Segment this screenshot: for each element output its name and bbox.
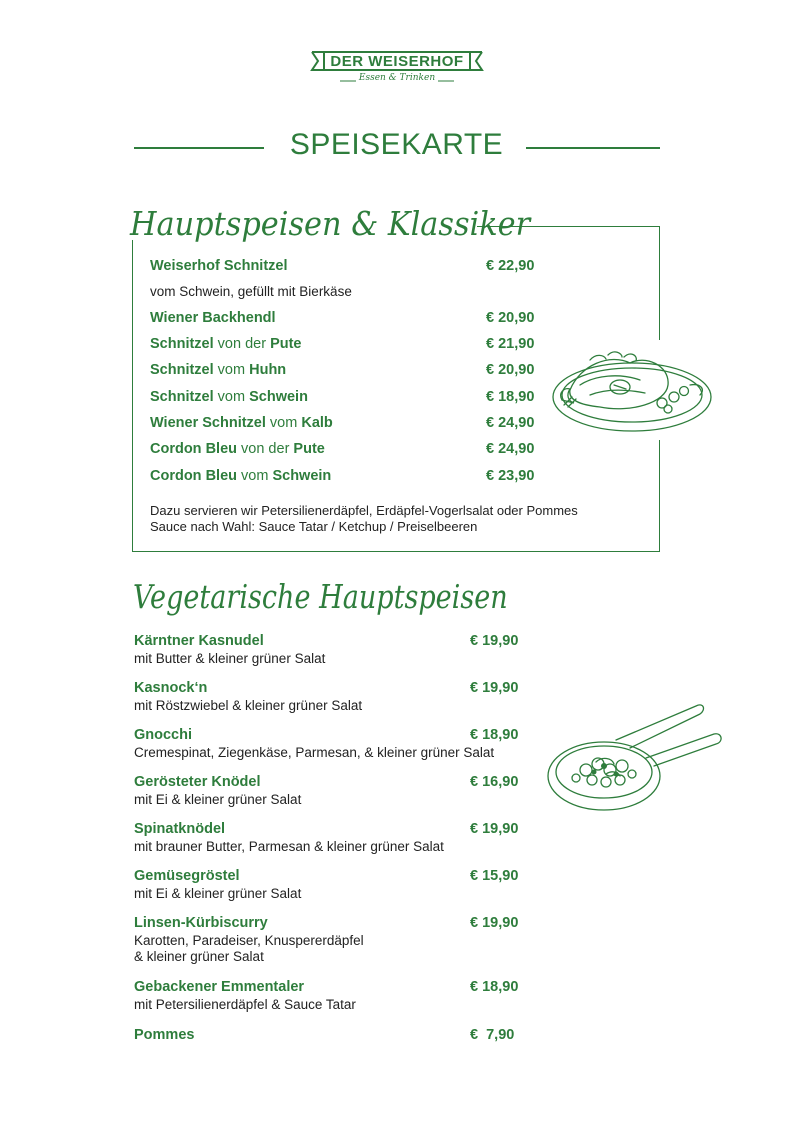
main-dish-price: € 24,90 <box>486 415 535 431</box>
veg-dish-name: Kasnock‘n <box>134 680 208 696</box>
main-dish-name-part: Wiener Schnitzel <box>150 415 266 431</box>
main-dish-price: € 21,90 <box>486 336 535 352</box>
main-dish-name-part: Cordon Bleu <box>150 441 237 457</box>
main-dish-name-part: Schnitzel <box>150 362 214 378</box>
veg-dish-name: Gemüsegröstel <box>134 868 240 884</box>
main-dish-name <box>150 362 286 378</box>
main-dish-name-part: vom <box>213 389 250 405</box>
main-dish-name-part: Huhn <box>249 362 287 378</box>
veg-dish-price: € 19,90 <box>470 680 519 696</box>
main-dish-name-part: Schnitzel <box>150 336 214 352</box>
main-dish-name-part: Wiener Backhendl <box>150 310 276 326</box>
veg-dish-description: mit Ei & kleiner grüner Salat <box>134 792 302 807</box>
pan-illustration <box>546 700 726 815</box>
veg-dish-name: Linsen-Kürbiscurry <box>134 915 268 931</box>
main-dish-name-part: Pute <box>270 336 302 352</box>
main-dish-price: € 23,90 <box>486 468 535 484</box>
main-dish-name-part: vom <box>265 415 302 431</box>
title-rule-left <box>134 147 264 149</box>
side-dishes-note: Dazu servieren wir Petersilienerdäpfel, Erdäpfel-Vogerlsalat oder Pommes <box>150 503 578 518</box>
veg-dish-price: € 7,90 <box>470 1027 515 1043</box>
veg-dish-name: Gerösteter Knödel <box>134 774 261 790</box>
veg-dish-price: € 19,90 <box>470 915 519 931</box>
veg-dish-description: mit Petersilienerdäpfel & Sauce Tatar <box>134 997 356 1012</box>
veg-dish-price: € 18,90 <box>470 727 519 743</box>
veg-dish-name: Gebackener Emmentaler <box>134 979 305 995</box>
main-dish-name-part: von der <box>213 336 271 352</box>
veg-dish-name: Pommes <box>134 1027 195 1043</box>
logo-name: DER WEISERHOF <box>330 53 464 70</box>
section-heading-main: Hauptspeisen & Klassiker <box>130 204 531 243</box>
main-dish-price: € 22,90 <box>486 258 535 274</box>
veg-dish-name: Kärntner Kasnudel <box>134 633 264 649</box>
page-title: SPEISEKARTE <box>289 128 504 161</box>
veg-dish-description: Cremespinat, Ziegenkäse, Parmesan, & kleiner grüner Salat <box>134 745 495 760</box>
veg-dish-description: mit Ei & kleiner grüner Salat <box>134 886 302 901</box>
main-dish-name-part: Kalb <box>301 415 333 431</box>
main-dish-name-part: Weiserhof Schnitzel <box>150 258 288 274</box>
main-dish-name <box>150 336 302 352</box>
schnitzel-plate-illustration <box>550 345 715 435</box>
main-dish-price: € 20,90 <box>486 310 535 326</box>
main-dish-name <box>150 258 288 274</box>
veg-dish-price: € 18,90 <box>470 979 519 995</box>
title-rule-right <box>526 147 660 149</box>
veg-dish-description: mit Butter & kleiner grüner Salat <box>134 651 326 666</box>
veg-dish-price: € 19,90 <box>470 821 519 837</box>
main-dish-name-part: Pute <box>293 441 325 457</box>
main-dish-name <box>150 468 331 484</box>
main-dish-name-part: Schwein <box>249 389 308 405</box>
main-dish-name <box>150 310 276 326</box>
main-dish-name <box>150 441 325 457</box>
main-dish-name-part: Schwein <box>272 468 332 484</box>
main-dish-name <box>150 415 333 431</box>
veg-dish-description: mit Röstzwiebel & kleiner grüner Salat <box>134 698 363 713</box>
veg-dish-price: € 19,90 <box>470 633 519 649</box>
veg-dish-name: Gnocchi <box>134 727 193 743</box>
main-dish-price: € 18,90 <box>486 389 535 405</box>
section-heading-veg: Vegetarische Hauptspeisen <box>133 577 508 616</box>
main-dish-name-part: von der <box>237 441 294 457</box>
main-dish-description: vom Schwein, gefüllt mit Bierkäse <box>150 284 352 299</box>
main-dish-name <box>150 389 308 405</box>
main-dish-price: € 24,90 <box>486 441 535 457</box>
veg-dish-price: € 15,90 <box>470 868 519 884</box>
main-dish-name-part: vom <box>213 362 250 378</box>
veg-dish-description: mit brauner Butter, Parmesan & kleiner grüner Salat <box>134 839 444 854</box>
main-dish-name-part: Cordon Bleu <box>150 468 237 484</box>
logo-tagline: Essen & Trinken <box>358 73 436 83</box>
veg-dish-description: & kleiner grüner Salat <box>134 949 264 964</box>
sauce-note: Sauce nach Wahl: Sauce Tatar / Ketchup / Preiselbeeren <box>150 519 478 534</box>
main-dish-price: € 20,90 <box>486 362 535 378</box>
veg-dish-description: Karotten, Paradeiser, Knuspererdäpfel <box>134 933 364 948</box>
veg-dish-name: Spinatknödel <box>134 821 226 837</box>
main-dish-name-part: Schnitzel <box>150 389 214 405</box>
logo <box>310 48 484 90</box>
main-dish-name-part: vom <box>237 468 273 484</box>
veg-dish-price: € 16,90 <box>470 774 519 790</box>
